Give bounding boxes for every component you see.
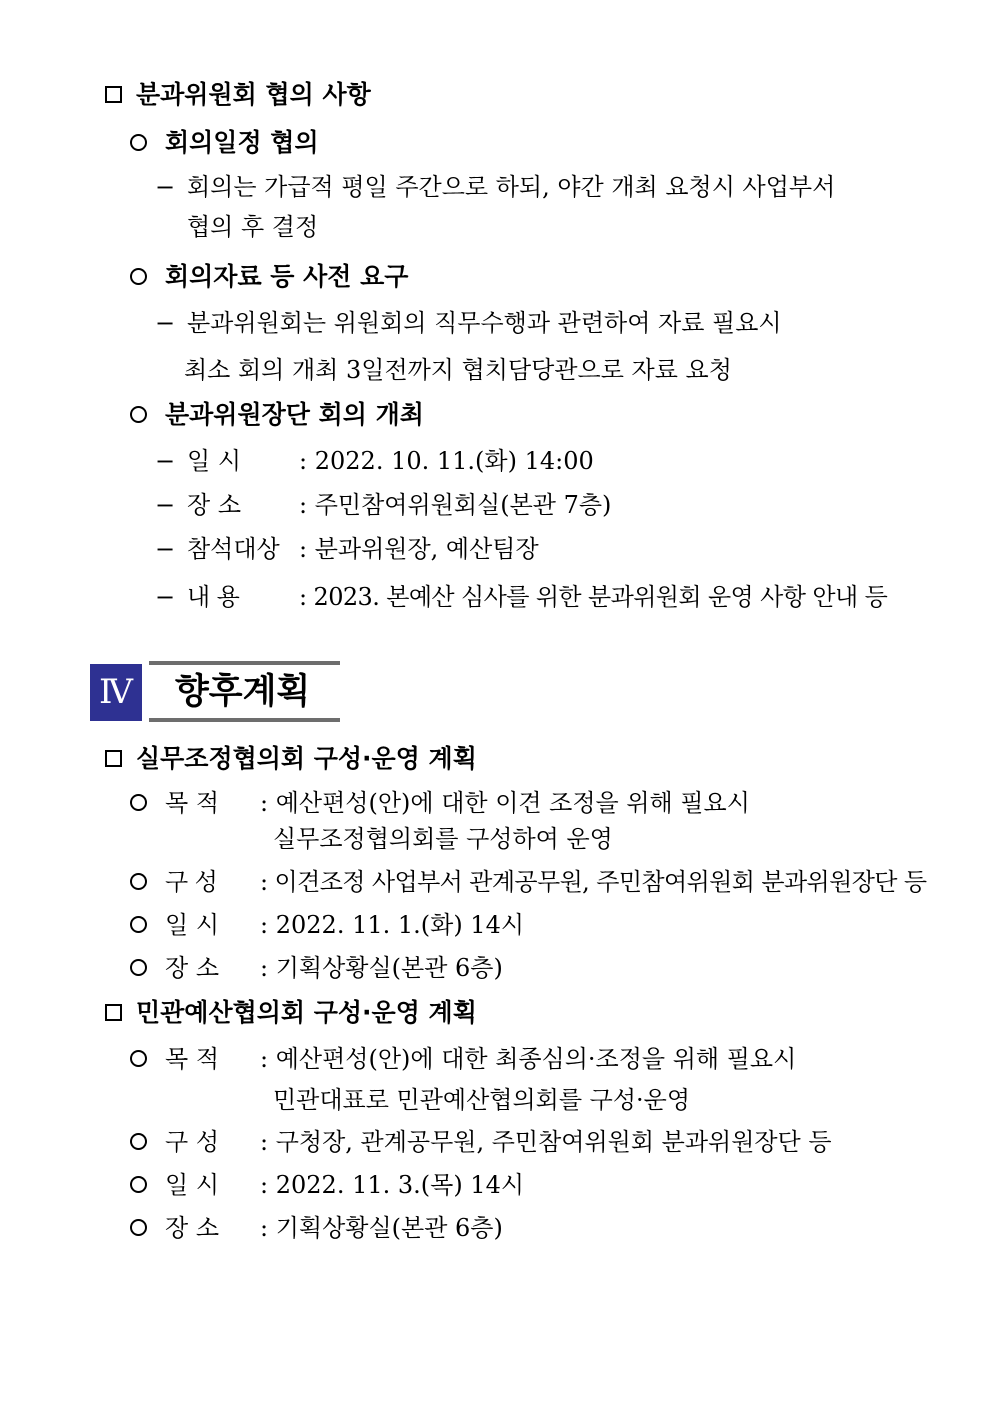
item-line: − 분과위원회는 위원회의 직무수행과 관련하여 자료 필요시	[155, 306, 782, 340]
detail-row: − 내 용 : 2023. 본예산 심사를 위한 분과위원회 운영 사항 안내 등	[155, 580, 887, 614]
plan-row: 장 소 : 기획상황실(본관 6층)	[130, 1211, 503, 1245]
plan-row: 구 성 : 구청장, 관계공무원, 주민참여위원회 분과위원장단 등	[130, 1125, 832, 1159]
item-title: 회의일정 협의	[130, 126, 319, 160]
title-rule-bottom	[149, 718, 340, 722]
square-bullet-icon	[105, 1004, 122, 1021]
plan-row-continuation: 민관대표로 민관예산협의회를 구성·운영	[273, 1086, 691, 1114]
item-title: 회의자료 등 사전 요구	[130, 260, 408, 294]
plan-row: 목 적 : 예산편성(안)에 대한 최종심의·조정을 위해 필요시	[130, 1042, 796, 1076]
plan-row: 구 성 : 이견조정 사업부서 관계공무원, 주민참여위원회 분과위원장단 등	[130, 865, 926, 899]
detail-row: − 참석대상 : 분과위원장, 예산팀장	[155, 532, 539, 566]
plan-row: 일 시 : 2022. 11. 1.(화) 14시	[130, 908, 524, 942]
plan-row: 목 적 : 예산편성(안)에 대한 이견 조정을 위해 필요시	[130, 786, 750, 820]
dash-bullet: −	[155, 535, 176, 563]
circle-bullet-icon	[130, 1176, 147, 1193]
circle-bullet-icon	[130, 268, 147, 285]
heading-public-private-council: 민관예산협의회 구성·운영 계획	[105, 996, 477, 1030]
item-line: 협의 후 결정	[187, 213, 319, 241]
square-bullet-icon	[105, 750, 122, 767]
title-rule-top	[149, 661, 340, 665]
item-line: 최소 회의 개최 3일전까지 협치담당관으로 자료 요청	[184, 356, 732, 384]
dash-bullet: −	[155, 173, 176, 201]
square-bullet-icon	[105, 86, 122, 103]
circle-bullet-icon	[130, 1219, 147, 1236]
plan-row: 일 시 : 2022. 11. 3.(목) 14시	[130, 1168, 524, 1202]
circle-bullet-icon	[130, 873, 147, 890]
item-title: 분과위원장단 회의 개최	[130, 398, 424, 432]
dash-bullet: −	[155, 447, 176, 475]
section-title: 향후계획	[175, 672, 311, 712]
dash-bullet: −	[155, 491, 176, 519]
circle-bullet-icon	[130, 406, 147, 423]
heading-subcommittee: 분과위원회 협의 사항	[105, 78, 371, 112]
circle-bullet-icon	[130, 1050, 147, 1067]
detail-row: − 장 소 : 주민참여위원회실(본관 7층)	[155, 488, 611, 522]
circle-bullet-icon	[130, 134, 147, 151]
circle-bullet-icon	[130, 1133, 147, 1150]
section-numeral-badge: Ⅳ	[90, 664, 142, 721]
circle-bullet-icon	[130, 959, 147, 976]
item-line: − 회의는 가급적 평일 주간으로 하되, 야간 개최 요청시 사업부서	[155, 170, 835, 204]
plan-row: 장 소 : 기획상황실(본관 6층)	[130, 951, 503, 985]
plan-row-continuation: 실무조정협의회를 구성하여 운영	[273, 825, 613, 853]
circle-bullet-icon	[130, 916, 147, 933]
dash-bullet: −	[155, 309, 176, 337]
dash-bullet: −	[155, 583, 175, 611]
heading-working-council: 실무조정협의회 구성·운영 계획	[105, 742, 477, 776]
circle-bullet-icon	[130, 794, 147, 811]
detail-row: − 일 시 : 2022. 10. 11.(화) 14:00	[155, 444, 594, 478]
